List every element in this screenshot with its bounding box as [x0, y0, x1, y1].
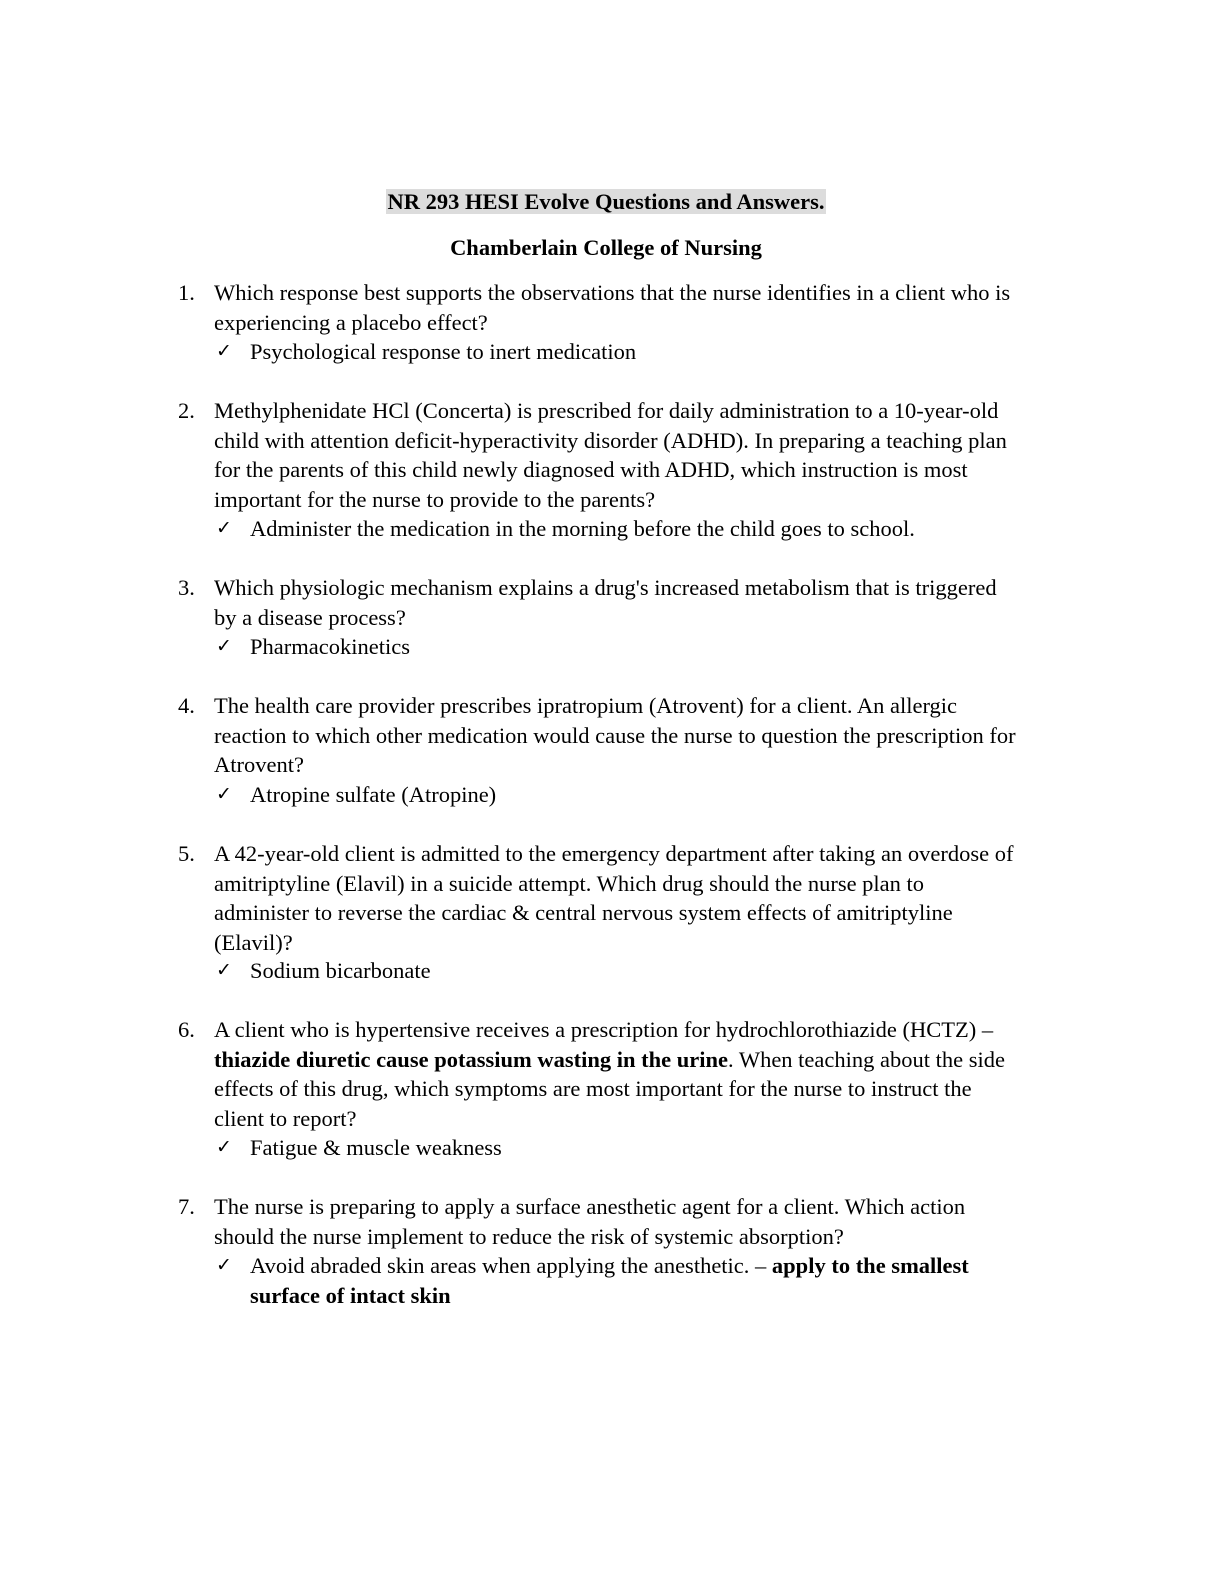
question-line: Atrovent?: [214, 752, 304, 777]
answer-line: Fatigue & muscle weakness: [250, 1135, 502, 1160]
question-line: amitriptyline (Elavil) in a suicide attempt. Which drug should the nurse plan to: [214, 870, 925, 896]
question-text: [214, 396, 1070, 514]
answer-line: [250, 1281, 1070, 1311]
question-text: [214, 691, 1070, 780]
question-line: by a disease process?: [214, 604, 406, 630]
checkmark-icon: ✓: [216, 340, 232, 362]
question-text: [214, 1015, 1070, 1133]
answer-text: [250, 514, 1070, 544]
document-title-text: NR 293 HESI Evolve Questions and Answers.: [387, 189, 825, 214]
question-number: 7.: [178, 1194, 195, 1219]
question-line: reaction to which other medication would cause the nurse to question the prescription for: [214, 722, 1016, 748]
checkmark-icon: ✓: [216, 959, 232, 981]
answer-line: Atropine sulfate (Atropine): [250, 782, 497, 807]
checkmark-icon: ✓: [216, 1136, 232, 1158]
question-line: important for the nurse to provide to the parents?: [214, 486, 656, 512]
question-line: should the nurse implement to reduce the risk of systemic absorption?: [214, 1223, 844, 1249]
answer-text: [250, 1251, 1070, 1310]
document-subtitle: Chamberlain College of Nursing: [450, 235, 762, 260]
question-number: 2.: [178, 398, 195, 423]
checkmark-icon: ✓: [216, 635, 232, 657]
question-line: child with attention deficit-hyperactivity disorder (ADHD). In preparing a teaching plan: [214, 427, 1007, 453]
document-title: [0, 187, 1212, 217]
answer-text: [250, 956, 1070, 986]
answer-line: Pharmacokinetics: [250, 634, 410, 659]
answer-line: Sodium bicarbonate: [250, 958, 431, 983]
question-line: The nurse is preparing to apply a surface anesthetic agent for a client. Which action: [214, 1194, 966, 1219]
emphasis-text: thiazide diuretic cause potassium wasting in the urine: [214, 1046, 728, 1072]
question-number: 4.: [178, 693, 195, 718]
question-line: effects of this drug, which symptoms are most important for the nurse to instruct the: [214, 1076, 972, 1101]
question-line: (Elavil)?: [214, 929, 293, 955]
question-text: [214, 573, 1070, 632]
answer-line: Psychological response to inert medication: [250, 339, 637, 364]
answer-text: [250, 632, 1070, 662]
question-line-rest: . When teaching about the side: [727, 1046, 1005, 1072]
answer-line: [250, 1251, 1070, 1281]
question-line: [214, 1045, 1070, 1075]
question-line: A 42-year-old client is admitted to the emergency department after taking an overdose of: [214, 841, 1014, 866]
question-line: client to report?: [214, 1105, 357, 1131]
question-line: The health care provider prescribes ipratropium (Atrovent) for a client. An allergic: [214, 693, 958, 718]
question-line: for the parents of this child newly diagnosed with ADHD, which instruction is most: [214, 457, 968, 482]
question-text: [214, 1192, 1070, 1251]
question-number: 5.: [178, 841, 195, 866]
question-number: 1.: [178, 280, 195, 305]
emphasis-text: apply to the smallest: [771, 1253, 969, 1278]
answer-text: [250, 337, 1070, 367]
question-text: [214, 839, 1070, 957]
checkmark-icon: ✓: [216, 783, 232, 805]
emphasis-text: surface of intact skin: [250, 1282, 451, 1308]
checkmark-icon: ✓: [216, 517, 232, 539]
question-line: Which response best supports the observations that the nurse identifies in a client who is: [214, 280, 1011, 305]
answer-line: Administer the medication in the morning before the child goes to school.: [250, 516, 915, 541]
answer-text: [250, 780, 1070, 810]
checkmark-icon: ✓: [216, 1254, 232, 1276]
question-line: experiencing a placebo effect?: [214, 309, 488, 335]
question-line: administer to reverse the cardiac & central nervous system effects of amitriptyline: [214, 900, 953, 925]
answer-plain: Avoid abraded skin areas when applying the anesthetic. –: [250, 1253, 772, 1278]
question-number: 3.: [178, 575, 195, 600]
answer-text: [250, 1133, 1070, 1163]
question-text: [214, 278, 1070, 337]
question-line: Methylphenidate HCl (Concerta) is prescribed for daily administration to a 10-year-old: [214, 398, 999, 423]
question-number: 6.: [178, 1017, 195, 1042]
question-line: Which physiologic mechanism explains a drug's increased metabolism that is triggered: [214, 575, 997, 600]
question-line: A client who is hypertensive receives a prescription for hydrochlorothiazide (HCTZ) –: [214, 1017, 994, 1042]
